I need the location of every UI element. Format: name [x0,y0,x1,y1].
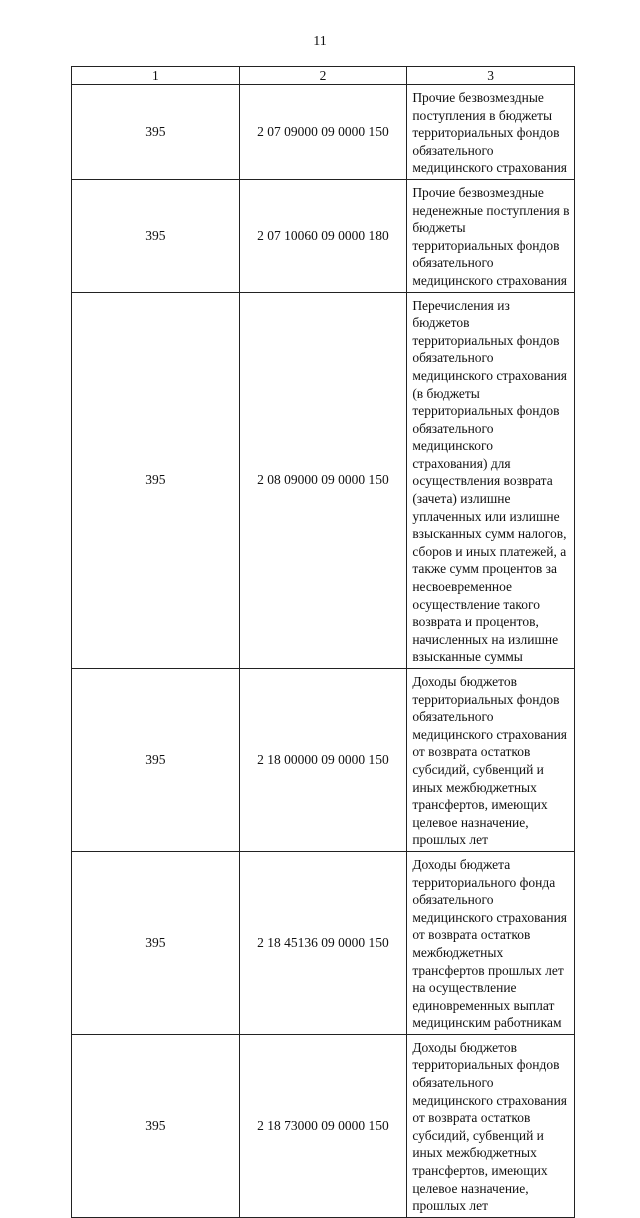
table-row [72,1034,575,1217]
revenue-name-cell: Прочие безвозмездные поступления в бюджеты территориальных фондов обязательного медицинского страхования [407,85,575,180]
revenue-name-cell: Доходы бюджета территориального фонда обязательного медицинского страхования от возврата остатков межбюджетных трансфертов прошлых лет на осуществление единовременных выплат медицинским работникам [407,851,575,1034]
revenue-code-cell: 2 18 00000 09 0000 150 [239,669,407,852]
revenue-code-cell: 2 08 09000 09 0000 150 [239,292,407,668]
admin-code-cell: 395 [72,1034,240,1217]
admin-code-cell: 395 [72,179,240,292]
table-row [72,669,575,852]
table-row [72,179,575,292]
revenue-code-cell: 2 18 73000 09 0000 150 [239,1034,407,1217]
budget-revenue-table [71,66,575,1218]
table-row [72,85,575,180]
column-header-2: 2 [239,67,407,85]
table-header-row [72,67,575,85]
admin-code-cell: 395 [72,669,240,852]
table-row [72,292,575,668]
table-row [72,851,575,1034]
revenue-code-cell: 2 18 45136 09 0000 150 [239,851,407,1034]
column-header-3: 3 [407,67,575,85]
revenue-name-cell: Прочие безвозмездные неденежные поступления в бюджеты территориальных фондов обязательного медицинского страхования [407,179,575,292]
column-header-1: 1 [72,67,240,85]
admin-code-cell: 395 [72,851,240,1034]
revenue-name-cell: Перечисления из бюджетов территориальных фондов обязательного медицинского страхования (в бюджеты территориальных фондов обязательного медицинского страхования) для осуществления возврата (зачета) излишне уплаченных или излишне взысканных сумм налогов, сборов и иных платежей, а также сумм процентов за несвоевременное осуществление такого возврата и процентов, начисленных на излишне взысканные суммы [407,292,575,668]
revenue-code-cell: 2 07 10060 09 0000 180 [239,179,407,292]
admin-code-cell: 395 [72,292,240,668]
page-number: 11 [313,34,327,49]
revenue-name-cell: Доходы бюджетов территориальных фондов обязательного медицинского страхования от возврата остатков субсидий, субвенций и иных межбюджетных трансфертов, имеющих целевое назначение, прошлых лет [407,669,575,852]
admin-code-cell: 395 [72,85,240,180]
revenue-name-cell: Доходы бюджетов территориальных фондов обязательного медицинского страхования от возврата остатков субсидий, субвенций и иных межбюджетных трансфертов, имеющих целевое назначение, прошлых лет [407,1034,575,1217]
revenue-code-cell: 2 07 09000 09 0000 150 [239,85,407,180]
